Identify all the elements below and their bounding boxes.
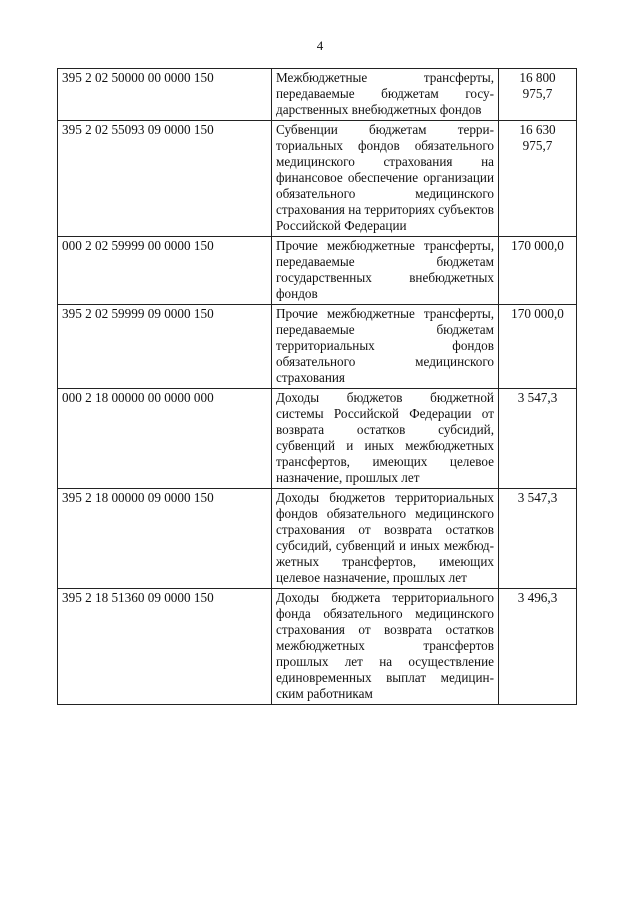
amount-value: 16 630 975,7 <box>499 121 577 237</box>
budget-classification-code: 395 2 02 55093 09 0000 150 <box>58 121 272 237</box>
table-row <box>58 305 577 389</box>
revenue-description: Субвенции бюджетам территориальных фондов обязательного медицинского страхования на финансовое обеспечение организации обязательного медицинского страхования на территориях субъектов Российской Федерации <box>272 121 499 237</box>
table-row <box>58 69 577 121</box>
budget-revenue-table <box>57 68 577 705</box>
table-row <box>58 589 577 705</box>
revenue-description: Доходы бюджета территориального фонда обязательного медицинского страхования от возврата остатков межбюджетных трансфертов прошлых лет на осуществление единовременных выплат медицинским работникам <box>272 589 499 705</box>
amount-value: 3 547,3 <box>499 489 577 589</box>
amount-value: 3 496,3 <box>499 589 577 705</box>
budget-classification-code: 395 2 02 50000 00 0000 150 <box>58 69 272 121</box>
revenue-description: Доходы бюджетов бюджетной системы Российской Федерации от возврата остатков субсидий, субвенций и иных межбюджетных трансфертов, имеющих целевое назначение, прошлых лет <box>272 389 499 489</box>
table-row <box>58 121 577 237</box>
revenue-description: Прочие межбюджетные трансферты, передаваемые бюджетам территориальных фондов обязательного медицинского страхования <box>272 305 499 389</box>
table-body <box>58 69 577 705</box>
budget-classification-code: 000 2 02 59999 00 0000 150 <box>58 237 272 305</box>
table-row <box>58 389 577 489</box>
budget-classification-code: 000 2 18 00000 00 0000 000 <box>58 389 272 489</box>
revenue-description: Доходы бюджетов территориальных фондов обязательного медицинского страхования от возврата остатков субсидий, субвенций и иных межбюджетных трансфертов, имеющих целевое назначение, прошлых лет <box>272 489 499 589</box>
revenue-description: Прочие межбюджетные трансферты, передаваемые бюджетам государственных внебюджетных фондов <box>272 237 499 305</box>
amount-value: 16 800 975,7 <box>499 69 577 121</box>
budget-classification-code: 395 2 18 51360 09 0000 150 <box>58 589 272 705</box>
table-row <box>58 489 577 589</box>
amount-value: 170 000,0 <box>499 237 577 305</box>
budget-classification-code: 395 2 02 59999 09 0000 150 <box>58 305 272 389</box>
page-number: 4 <box>316 38 324 53</box>
amount-value: 170 000,0 <box>499 305 577 389</box>
table-row <box>58 237 577 305</box>
budget-classification-code: 395 2 18 00000 09 0000 150 <box>58 489 272 589</box>
amount-value: 3 547,3 <box>499 389 577 489</box>
revenue-description: Межбюджетные трансферты, передаваемые бюджетам государственных внебюджетных фондов <box>272 69 499 121</box>
